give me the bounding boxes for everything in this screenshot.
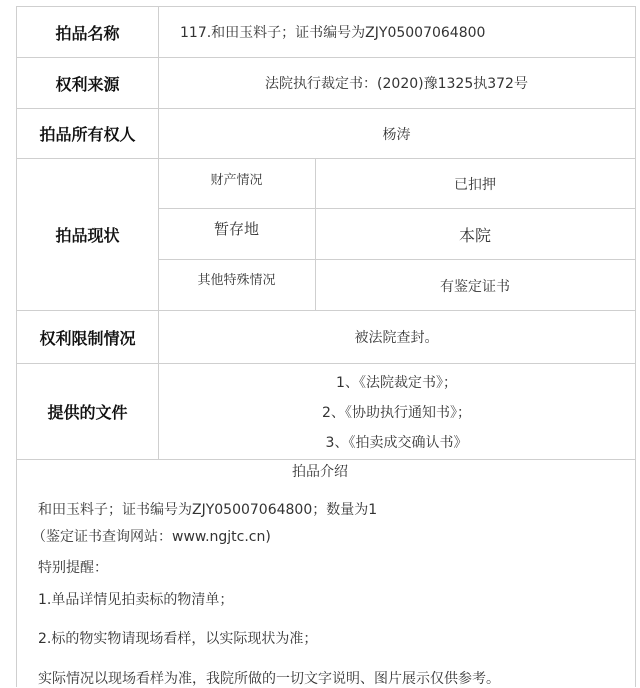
row-restriction (17, 311, 635, 364)
owner-label: 拍品所有权人 (17, 109, 159, 158)
intro-line: 和田玉料子；证书编号为ZJY05007064800；数量为1 (38, 502, 378, 518)
item-name-label: 拍品名称 (17, 7, 159, 57)
status-subrow (158, 159, 635, 209)
status-subrow (158, 209, 635, 260)
row-rights-source (17, 58, 635, 109)
owner-value: 杨涛 (382, 126, 411, 143)
row-owner (17, 109, 635, 159)
row-item-name (17, 7, 635, 58)
document-item: 3、《拍卖成交确认书》 (325, 435, 468, 451)
documents-label: 提供的文件 (17, 364, 159, 459)
intro-line: 2.标的物实物请现场看样，以实际现状为准； (38, 631, 318, 647)
rights-source-label: 权利来源 (17, 58, 159, 108)
status-value: 有鉴定证书 (440, 278, 510, 295)
intro-line: （鉴定证书查询网站：www.ngjtc.cn) (32, 529, 271, 545)
status-key: 财产情况 (158, 159, 316, 208)
status-key: 暂存地 (158, 209, 316, 259)
restriction-value: 被法院查封。 (354, 330, 439, 346)
status-value: 已扣押 (454, 176, 496, 193)
status-subrow (158, 260, 635, 311)
row-documents (17, 364, 635, 460)
auction-info-table (16, 6, 636, 687)
document-item: 1、《法院裁定书》； (336, 375, 457, 391)
rights-source-value: 法院执行裁定书：(2020)豫1325执372号 (265, 76, 528, 92)
intro-line: 特别提醒： (38, 560, 108, 576)
status-label: 拍品现状 (17, 159, 159, 310)
status-value: 本院 (458, 225, 491, 245)
restriction-label: 权利限制情况 (17, 311, 159, 363)
document-item: 2、《协助执行通知书》； (322, 405, 471, 421)
intro-line: 实际情况以现场看样为准，我院所做的一切文字说明、图片展示仅供参考。 (38, 671, 500, 687)
row-status (17, 159, 635, 311)
intro-title: 拍品介绍 (292, 464, 348, 480)
intro-line: 1.单品详情见拍卖标的物清单； (38, 592, 234, 608)
item-name-value: 117.和田玉料子；证书编号为ZJY05007064800 (180, 25, 486, 41)
status-key: 其他特殊情况 (158, 260, 316, 311)
